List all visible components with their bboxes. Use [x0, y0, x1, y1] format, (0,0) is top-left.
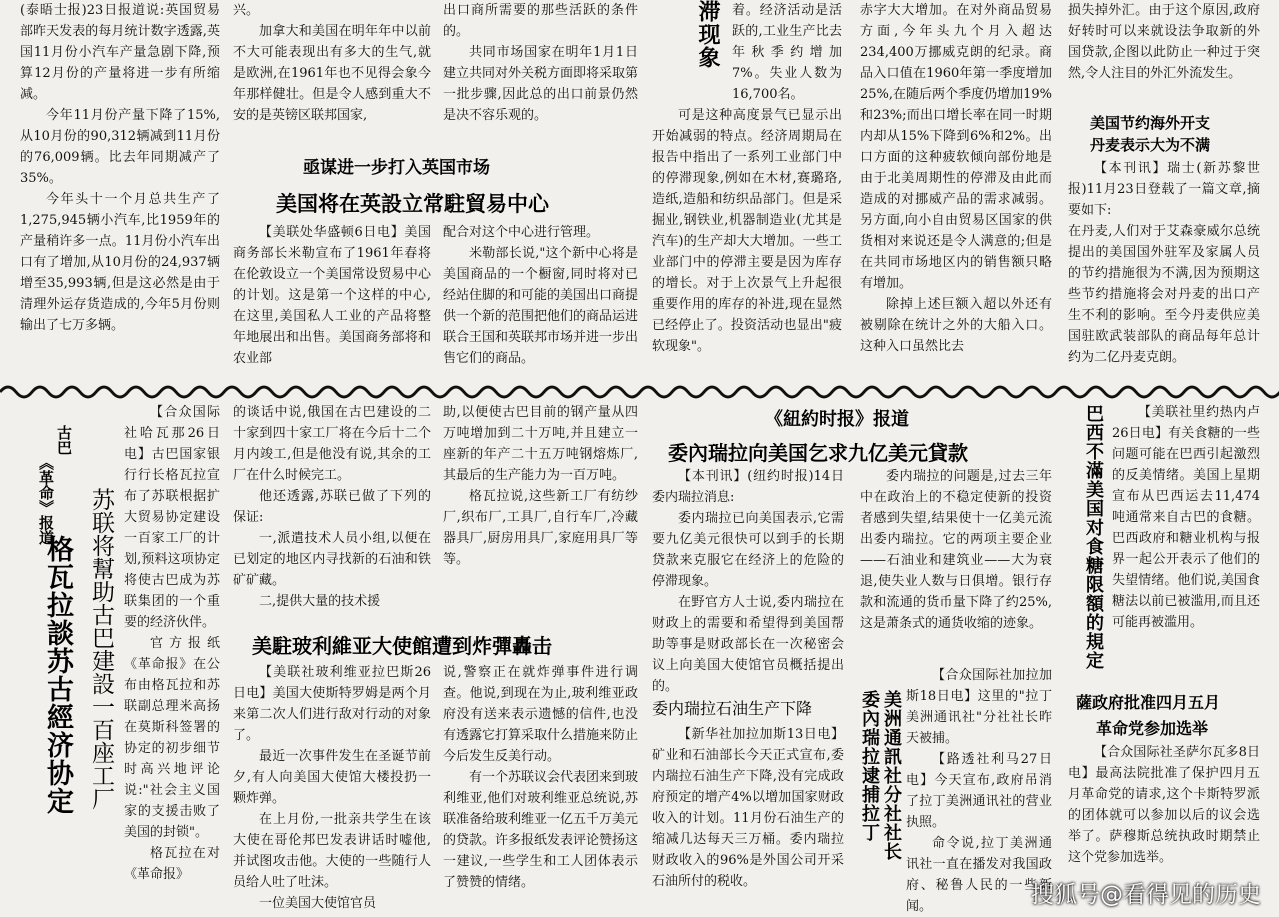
paragraph: 二,提供大量的技术援: [259, 594, 381, 609]
paragraph: 【本刊讯】(纽约时报)14日委内瑞拉消息:: [652, 469, 844, 505]
cuba-label-1: 古巴: [55, 425, 73, 455]
bolivia-col-a: [233, 662, 431, 914]
venezuela-kicker: 《紐約时报》报道: [765, 409, 909, 430]
reporter-headline-1: 美洲通訊社分社社长: [881, 690, 902, 861]
paragraph: 一位美国大使馆官员: [259, 896, 377, 911]
paragraph: 有一个苏联议会代表团来到玻利维亚,他们对玻利维亚总统说,苏联准备给玻利维亚一亿五千万美元的贷款。许多报纸发表评论赞扬这一建议,一些学生和工人团体表示了赞赞的情绪。: [443, 770, 639, 890]
paragraph: 【新华社加拉加斯13日电】矿业和石油部长今天正式宣布,委内瑞拉石油生产下降,没有完成政府预定的增产4%以增加国家财政收入的计划。11月份石油生产的缩减几达每天三万桶。委内瑞拉财政收入的96%是外国公司开采石油所付的税收。: [652, 727, 844, 889]
paragraph: 【本刊讯】瑞士(新苏黎世报)11月23日登载了一篇文章,摘要如下: 在丹麦,人们对于艾森豪威尔总统提出的美国国外驻军及家属人员的节约措施很为不满,因为预期这些节约措施将会对丹麦的出口产生不利的影响。至今丹麦供应美国驻欧武装部队的商品每年总计约为二亿丹麦克朗。: [1068, 161, 1260, 365]
cuba-main-headline: 格瓦拉談苏古經济协定: [42, 535, 73, 815]
paragraph: 官方报纸《革命报》在公布由格瓦拉和苏联副总理米高扬在莫斯科签署的协定的初步细节时高兴地评论说:"社会主义国家的支援击败了美国的封锁"。: [124, 636, 220, 840]
paragraph: 出口商所需要的那些活跃的条件的。: [443, 3, 638, 39]
cuba-sub-headline: 苏联将幫助古巴建設一百座工厂: [88, 488, 114, 810]
venezuela-oil-headline: 委内瑞拉石油生产下降: [652, 699, 813, 718]
paragraph: 除掉上述巨额入超以外还有被剔除在统计之外的大船入口。这种入口虽然比去: [860, 297, 1052, 354]
brazil-body: [1112, 402, 1260, 633]
paragraph: 共同市场国家在明年1月1日建立共同对外关税方面即将采取第一批步骤,因此总的出口前景仍然是决不容乐观的。: [443, 45, 639, 123]
stagnation-col-b: [860, 0, 1052, 357]
paragraph: 助,以便使古巴目前的钢产量从四万吨增加到二十万吨,并且建立一座新的年产二十五万吨钢熔炼厂,其最后的生产能力为一百万吨。: [443, 405, 638, 483]
paragraph: 格瓦拉说,这些新工厂有纺纱厂,织布厂,工具厂,自行车厂,冷藏器具厂,厨房用具厂,家庭用具厂等等。: [443, 489, 638, 567]
trade-center-kicker: 亟谋进一步打入英国市场: [303, 158, 490, 178]
paragraph: 【路透社利马27日电】今天宣布,政府吊消了拉丁美洲通讯社的营业执照。: [906, 752, 1052, 830]
paragraph: 【合众国际社圣萨尔瓦多8日电】最高法院批准了保护四月五月革命党的请求,这个卡斯特罗派的团体就可以参加以后的议会选举了。萨穆斯总统执政时期禁止这个党参加选举。: [1068, 745, 1260, 865]
article-export-outlook-b: [443, 0, 638, 126]
paragraph: 可是这种高度景气已显示出开始减弱的特点。经济周期局在报告中指出了一系列工业部门中的停滞现象,例如在木材,赛璐珞,造纸,造船和纺织品部门。但是采掘业,钢铁业,机器制造业(尤其是汽车)的生产却大大增加。一些工业部门中的停滞主要是因为库存的增长。对于上次景气上升起很重要作用的库存的补进,现在显然已经停止了。投资活动也显出"疲软现象"。: [652, 108, 842, 354]
paragraph: 【美联社玻利维亚拉巴斯26日电】美国大使斯特罗姆是两个月来第二次人们进行敌对行动的对象了。: [233, 665, 431, 743]
paragraph: 格瓦拉在对《革命报》: [124, 846, 220, 882]
paragraph: (泰晤士报)23日报道说:英国贸易部昨天发表的每月统计数字透露,英国11月份小汽车产量急剧下降,预算12月份的产量将进一步有所缩减。: [20, 3, 220, 102]
trade-center-headline: 美国将在英設立常駐貿易中心: [276, 192, 549, 216]
denmark-headline-2: 丹麦表示大为不满: [1090, 136, 1211, 154]
paragraph: 最近一次事件发生在圣诞节前夕,有人向美国大使馆大楼投扔一颗炸弹。: [233, 749, 431, 806]
denmark-body: [1068, 158, 1260, 368]
wavy-divider: [0, 380, 1279, 402]
paragraph: 命令说,拉丁美洲通讯社一直在播发对我国政府、秘鲁人民的一些新闻。: [906, 836, 1052, 914]
venezuela-col-b: [860, 466, 1052, 634]
paragraph: 赤字大大增加。在对外商品贸易方面,今年头九个月入超达234,400万挪威克朗的纪录。商品入口值在1960年第一季度增加25%,在随后两个季度仍增加19%和23%;而出口增长率在同一时期内却从15%下降到6%和2%。出口方面的这种疲软倾向部份地是由于北美周期性的停滞及由此而造成的对挪威产品的需求减弱。另方面,向小自由贸易区国家的供货相对来说还是令人满意的;但是在共同市场地区内的销售额只略有增加。: [860, 3, 1052, 291]
stagnation-headline: 滞现象: [695, 0, 720, 69]
paragraph: 在野官方人士说,委内瑞拉在财政上的需要和希望得到美国帮助等事是财政部长在一次秘密会议上向美国大使馆官员概括提出的。: [652, 595, 844, 694]
paragraph: 说,警察正在就炸弹事件进行调查。他说,到现在为止,玻利维亚政府没有送来表示遗憾的信件,也没有透露它打算采取什么措施来防止今后发生反美行动。: [443, 665, 639, 764]
denmark-headline-1: 美国节约海外开支: [1090, 114, 1211, 132]
venezuela-col-a: [652, 466, 844, 697]
cuba-col-b: [233, 402, 431, 612]
venezuela-oil-body: [652, 724, 844, 892]
paragraph: 米勒部长说,"这个新中心将是美国商品的一个橱窗,同时将对已经站住脚的和可能的美国出口商提供一个新的范围把他们的商品运进联合王国和英联邦市场并进一步出售它们的商品。: [443, 246, 639, 366]
paragraph: 配合对这个中心进行管理。: [443, 225, 600, 240]
salvador-body: [1068, 742, 1260, 868]
bolivia-col-b: [443, 662, 638, 893]
paragraph: 【合众国际社加拉加斯18日电】这里的"拉丁美洲通讯社"分社社长昨天被捕。: [906, 668, 1052, 746]
paragraph: 的谈话中说,俄国在古巴建设的二十家到四十家工厂将在今后十二个月内竣工,但是他没有说,其余的工厂在什么时候完工。: [233, 405, 431, 483]
paragraph: 委内瑞拉已向美国表示,它需要九亿美元很快可以到手的长期贷款来克服它在经济上的危险的停滞现象。: [652, 511, 844, 589]
cuba-label-2: 《革命》报道: [37, 455, 55, 545]
paragraph: 委内瑞拉的问题是,过去三年中在政治上的不稳定使新的投资者感到失望,结果使十一亿美元流出委内瑞拉。它的两项主要企业——石油业和建筑业——大为衰退,使失业人数与日俱增。银行存款和流通的货币量下降了约25%,这是萧条式的通货收缩的迹象。: [860, 469, 1052, 631]
paragraph: 【美联社里约热内卢26日电】有关食糖的一些问题可能在巴西引起激烈的反美情绪。美国上星期宣布从巴西运去11,474吨通常来自古巴的食糖。巴西政府和糖业机构与报界一起公开表示了他们的失望情绪。他们说,美国食糖法以前已被滥用,而且还可能再被滥用。: [1112, 405, 1260, 630]
paragraph: 今年头十一个月总共生产了1,275,945辆小汽车,比1959年的产量稍许多一点。11月份小汽车出口有了增加,从10月份的24,937辆增至35,993辆,但是这必然是由于清理外运存货造成的,今年5月份则输出了七万多辆。: [20, 192, 220, 333]
article-car-production: [20, 0, 220, 336]
venezuela-headline: 委內瑞拉向美国乞求九亿美元貸款: [668, 441, 968, 465]
paragraph: 今年11月份产量下降了15%,从10月份的90,312辆减到11月份的76,009辆。比去年同期减产了35%。: [20, 108, 220, 186]
source-watermark: 搜狐号@看得见的历史: [1031, 882, 1261, 908]
trade-center-col-b: [443, 222, 638, 369]
paragraph: 兴。: [233, 3, 260, 18]
reporter-headline-2: 委內瑞拉逮捕拉丁: [859, 690, 880, 842]
paragraph: 加拿大和美国在明年年中以前不大可能表现出有多大的生气,就是欧洲,在1961年也不见得会象今年那样健壮。但是令人感到重大不安的是英镑区联邦国家,: [233, 24, 431, 123]
article-export-outlook-a: [233, 0, 431, 126]
paragraph: 着。经济活动是活跃的,工业生产比去年秋季约增加7%。失业人数为16,700名。: [732, 3, 842, 102]
article-foreign-exchange: [1068, 0, 1260, 84]
bolivia-headline: 美駐玻利維亚大使館遭到炸彈轟击: [252, 634, 552, 658]
paragraph: 在上月份,一批亲共学生在该大使在哥伦邦巴发表讲话时嘘他,并试图攻击他。大使的一些随行人员给人吐了吐沫。: [233, 812, 431, 890]
paragraph: 【合众国际社哈瓦那26日电】古巴国家银行行长格瓦拉宣布了苏联根据扩大贸易协定建设一百家工厂的计划,预料这项协定将使古巴成为苏联集团的一个重要的经济伙伴。: [124, 405, 220, 630]
paragraph: 损失掉外汇。由于这个原因,政府好转时可以来就设法争取新的外国贷款,企图以此防止一种过于突然,令人注目的外汇外流发生。: [1068, 3, 1260, 81]
trade-center-col-a: [233, 222, 431, 369]
brazil-headline: 巴西不滿美国对食糖限額的規定: [1083, 404, 1104, 670]
salvador-headline-1: 薩政府批准四月五月: [1076, 693, 1221, 712]
salvador-headline-2: 革命党参加选举: [1096, 719, 1209, 738]
cuba-col-a: [124, 402, 220, 885]
paragraph: 【美联处华盛顿6日电】美国商务部长米勒宣布了1961年春将在伦敦设立一个美国常设贸易中心的计划。这是第一个这样的中心,在这里,美国私人工业的产品将整年地展出和出售。美国商务部将和农业部: [233, 225, 431, 366]
paragraph: 他还透露,苏联已做了下列的保证:: [233, 489, 431, 525]
paragraph: 一,派遣技术人员小组,以便在已划定的地区内寻找新的石油和铁矿矿藏。: [233, 531, 431, 588]
cuba-col-c: [443, 402, 638, 570]
stagnation-col-a: [652, 0, 842, 357]
